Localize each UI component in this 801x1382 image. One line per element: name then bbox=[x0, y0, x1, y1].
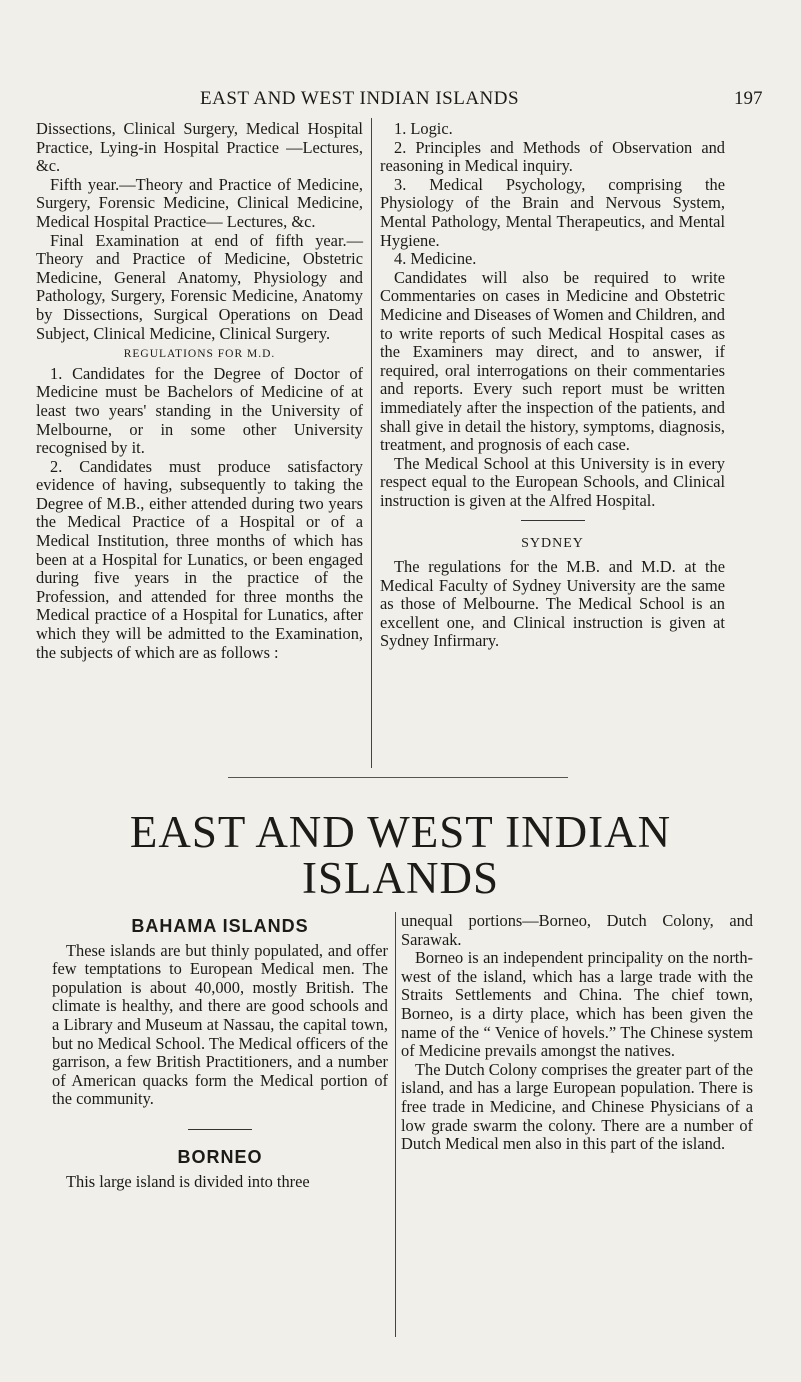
regulation-item: 1. Candidates for the Degree of Doctor of Medicine must be Bachelors of Medicine of at least two years' standing in the University of Melbourne, or in some other University recognised by it. bbox=[36, 363, 363, 458]
subject-item: 3. Medical Psychology, comprising the Physiology of the Brain and Nervous System, Mental Pathology, Mental Therapeutics, and Mental Hygiene. bbox=[380, 174, 725, 250]
paragraph: Borneo is an independent principality on the north-west of the island, which has a large trade with the Straits Settlements and China. The chief town, Borneo, is a dirty place, which has been given the name of the “ Venice of hovels.” The Chinese system of Medicine prevails amongst the natives. bbox=[401, 948, 753, 1061]
paragraph: The Dutch Colony comprises the greater part of the island, and has a large European population. There is free trade in Medicine, and Chinese Physicians of a low grade swarm the colony. There are a number of Dutch Medical men also in this part of the island. bbox=[401, 1059, 753, 1154]
subject-item: 1. Logic. bbox=[394, 119, 453, 138]
section-title-line: ISLANDS bbox=[301, 853, 500, 903]
page-number: 197 bbox=[734, 88, 763, 109]
paragraph: Dissections, Clinical Surgery, Medical Hospital Practice, Lying-in Hospital Practice —Lectures, &c. bbox=[36, 119, 363, 176]
running-head: EAST AND WEST INDIAN ISLANDS bbox=[200, 88, 520, 109]
paragraph: The Medical School at this University is in every respect equal to the European Schools, and Clinical instruction is given at the Alfred Hospital. bbox=[380, 453, 725, 510]
paragraph: The regulations for the M.B. and M.D. at the Medical Faculty of Sydney University are the same as those of Melbourne. The Medical School is an excellent one, and Clinical instruction is given at Sydney Infirmary. bbox=[380, 557, 725, 651]
regulations-heading: REGULATIONS FOR M.D. bbox=[123, 348, 276, 361]
short-rule bbox=[188, 1129, 252, 1130]
short-rule bbox=[521, 520, 585, 521]
borneo-heading: BORNEO bbox=[177, 1146, 263, 1167]
paragraph: unequal portions—Borneo, Dutch Colony, and Sarawak. bbox=[401, 911, 753, 949]
paragraph: Fifth year.—Theory and Practice of Medicine, Surgery, Forensic Medicine, Clinical Medicine, Medical Hospital Practice— Lectures, &c. bbox=[36, 174, 363, 231]
sydney-heading: SYDNEY bbox=[521, 536, 584, 552]
paragraph: This large island is divided into three bbox=[66, 1171, 310, 1191]
regulation-item: 2. Candidates must produce satisfactory evidence of having, subsequently to taking the Degree of M.B., either attended during two years the Medical Practice of a Hospital or of a Medical Institution, three months of which has been at a Hospital for Lunatics, or been engaged during five years in the practice of the Profession, and attended for three months the Medical practice of a Hospital for Lunatics, after which they will be admitted to the Examination, the subjects of which are as follows : bbox=[36, 456, 363, 662]
bottom-left-column bbox=[52, 917, 388, 1191]
paragraph: Final Examination at end of fifth year.—Theory and Practice of Medicine, Obstetric Medicine, General Anatomy, Physiology and Pathology, Surgery, Forensic Medicine, Anatomy by Dissections, Surgical Operations on Dead Subject, Clinical Medicine, Clinical Surgery. bbox=[36, 230, 363, 343]
subject-item: 4. Medicine. bbox=[394, 249, 477, 269]
subject-item: 2. Principles and Methods of Observation and reasoning in Medical inquiry. bbox=[380, 137, 725, 176]
section-title-line: EAST AND WEST INDIAN bbox=[129, 807, 672, 857]
left-column bbox=[36, 120, 363, 662]
paragraph: Candidates will also be required to write Commentaries on cases in Medicine and Obstetric Medicine and Diseases of Women and Children, and to write reports of such Medical Hospital cases as the Examiners may direct, and to answer, if required, oral interrogations on their commentaries and reports. Every such report must be written immediately after the inspection of the patients, and shall give in detail the history, symptoms, diagnosis, treatment, and prognosis of each case. bbox=[380, 267, 725, 455]
right-column bbox=[380, 120, 725, 651]
bahama-heading: BAHAMA ISLANDS bbox=[131, 916, 309, 936]
column-divider bbox=[395, 912, 396, 1337]
bottom-right-column bbox=[401, 912, 753, 1154]
section-rule bbox=[228, 777, 568, 778]
paragraph: These islands are but thinly populated, and offer few temptations to European Medical men. The population is about 40,000, mostly British. The climate is healthy, and there are good schools and a Library and Museum at Nassau, the capital town, but no Medical School. The Medical officers of the garrison, a few British Practitioners, and a number of American quacks form the Medical portion of the community. bbox=[52, 940, 388, 1109]
section-title bbox=[0, 809, 801, 901]
column-divider bbox=[371, 118, 372, 768]
